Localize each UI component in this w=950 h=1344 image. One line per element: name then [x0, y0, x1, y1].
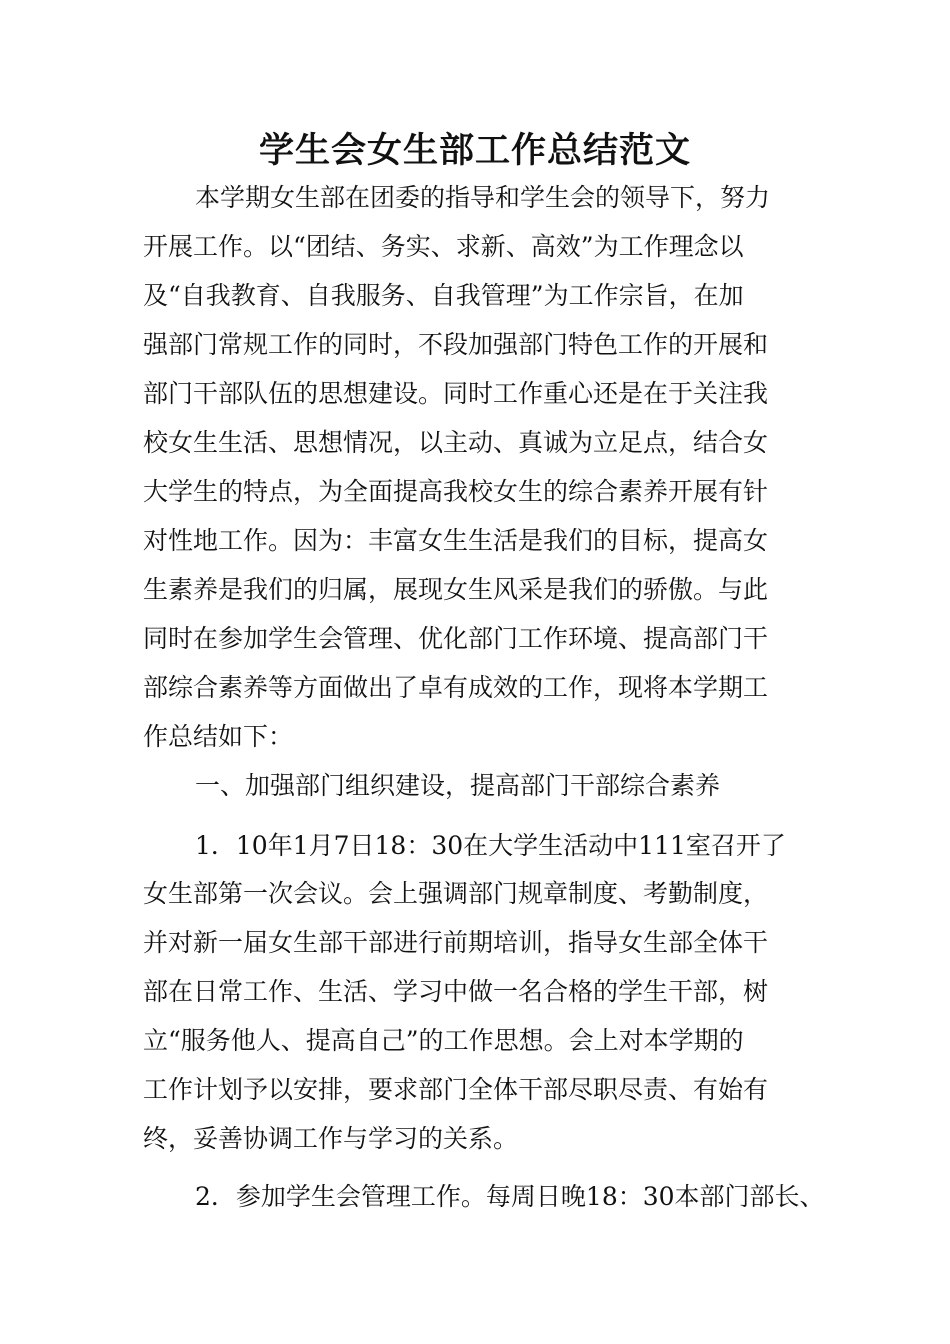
paragraph-line: 工作计划予以安排，要求部门全体干部尽职尽责、有始有 — [143, 1075, 769, 1104]
paragraph-line: 生素养是我们的归属，展现女生风采是我们的骄傲。与此 — [143, 575, 769, 604]
paragraph-line: 终，妥善协调工作与学习的关系。 — [143, 1124, 519, 1153]
paragraph-line: 大学生的特点，为全面提高我校女生的综合素养开展有针 — [143, 477, 769, 506]
paragraph-line: 部门干部队伍的思想建设。同时工作重心还是在于关注我 — [143, 379, 769, 408]
paragraph-line: 本学期女生部在团委的指导和学生会的领导下，努力 — [195, 183, 771, 212]
paragraph-line: 女生部第一次会议。会上强调部门规章制度、考勤制度， — [143, 879, 769, 908]
paragraph-line: 部在日常工作、生活、学习中做一名合格的学生干部，树 — [143, 977, 769, 1006]
paragraph-line: 并对新一届女生部干部进行前期培训，指导女生部全体干 — [143, 928, 769, 957]
paragraph-line: 强部门常规工作的同时，不段加强部门特色工作的开展和 — [143, 330, 769, 359]
paragraph-line: 开展工作。以“团结、务实、求新、高效”为工作理念以 — [143, 232, 744, 261]
paragraph-line: 及“自我教育、自我服务、自我管理”为工作宗旨，在加 — [143, 281, 744, 310]
paragraph-line: 部综合素养等方面做出了卓有成效的工作，现将本学期工 — [143, 673, 769, 702]
paragraph-line: 2．参加学生会管理工作。每周日晚18：30本部门部长、 — [195, 1182, 825, 1211]
paragraph-line: 作总结如下： — [143, 722, 294, 751]
paragraph-line: 同时在参加学生会管理、优化部门工作环境、提高部门干 — [143, 624, 769, 653]
paragraph-line: 对性地工作。因为：丰富女生生活是我们的目标，提高女 — [143, 526, 769, 555]
document-title: 学生会女生部工作总结范文 — [258, 131, 691, 171]
section-heading: 一、加强部门组织建设，提高部门干部综合素养 — [195, 771, 721, 800]
paragraph-line: 校女生生活、思想情况，以主动、真诚为立足点，结合女 — [143, 428, 769, 457]
paragraph-line: 1．10年1月7日18：30在大学生活动中111室召开了 — [195, 831, 786, 860]
paragraph-line: 立“服务他人、提高自己”的工作思想。会上对本学期的 — [143, 1026, 744, 1055]
